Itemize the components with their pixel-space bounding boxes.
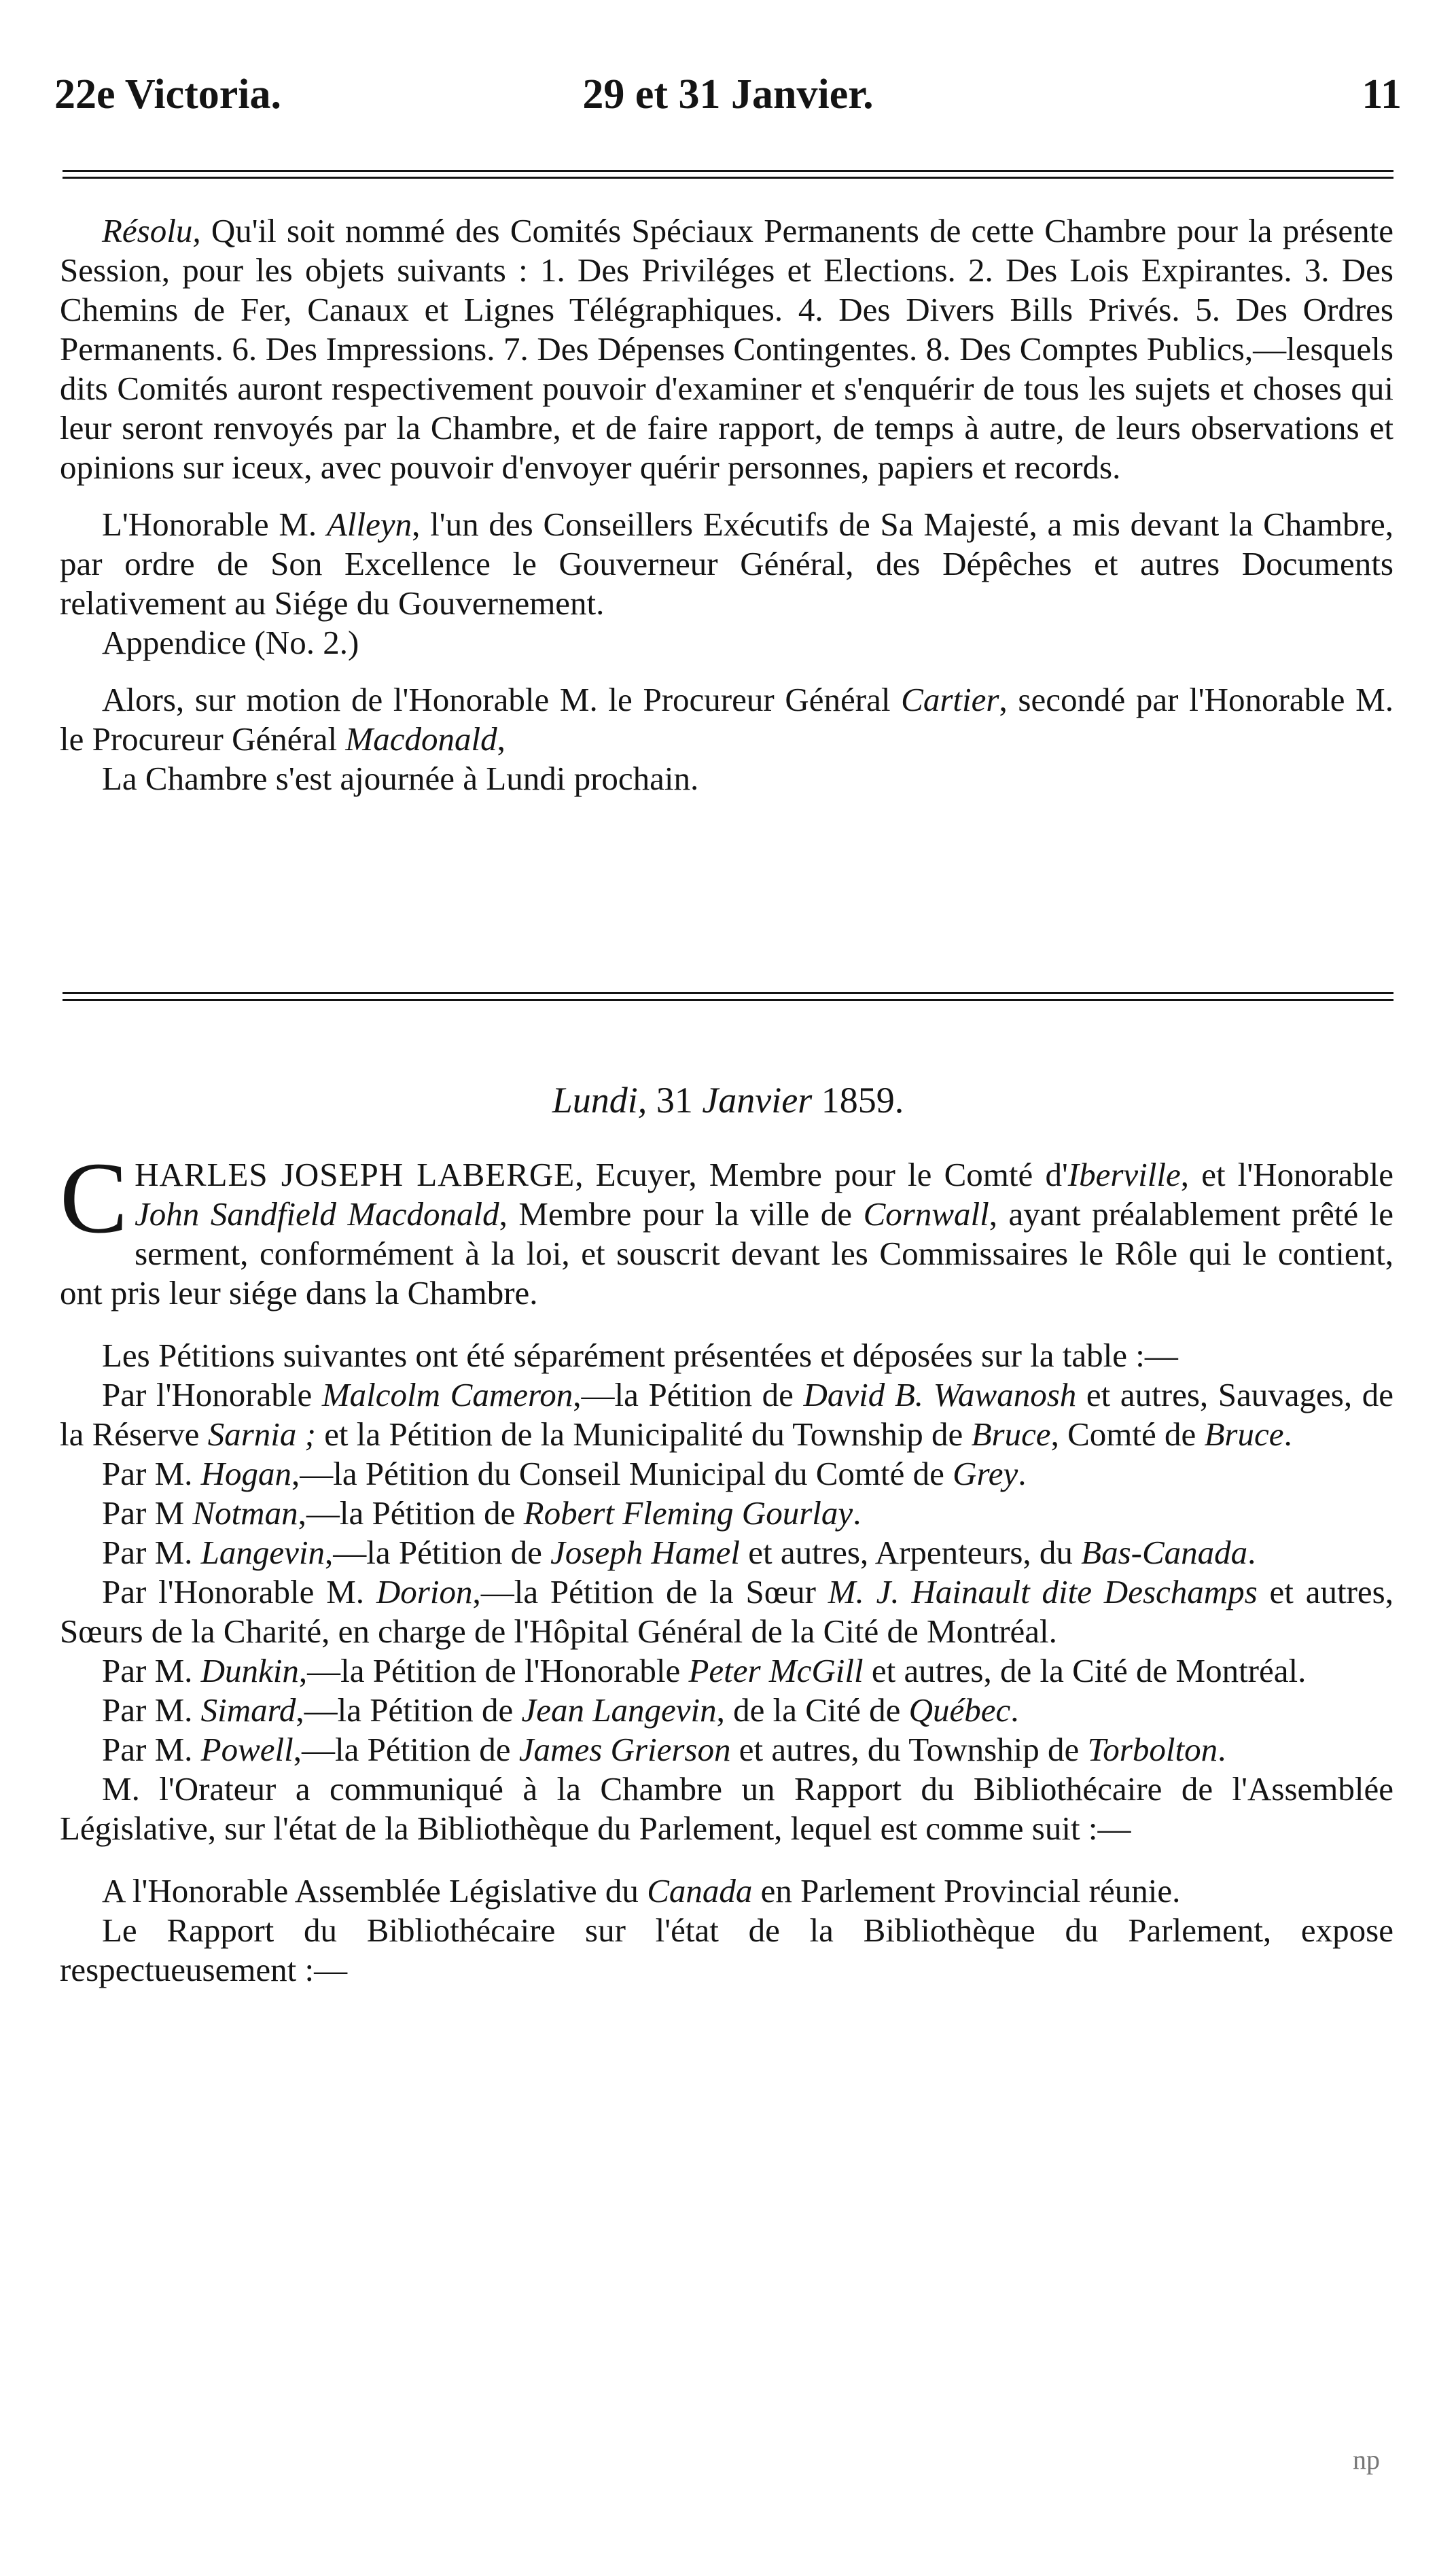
folio-mark: np [1353, 2444, 1380, 2475]
resolution-text: Qu'il soit nommé des Comités Spéciaux Permanents de cette Chambre pour la présente Session, pour les objets suivants : 1. Des Priviléges et Elections. 2. Des Lois Expirantes. 3. Des Chemins de Fer, Canaux et Lignes Télégraphiques. 4. Des Divers Bills Privés. 5. Des Ordres Permanents. 6. Des Impressions. 7. Des Dépenses Contingentes. 8. Des Comptes Publics,—lesquels dits Comités auront respectivement pouvoir d'examiner et s'enquérir de tous les sujets et choses qui leur seront renvoyés par la Chambre, et de faire rapport, de temps à autre, de leurs observations et opinions sur iceux, avec pouvoir d'envoyer quérir personnes, papiers et records. [60, 212, 1393, 486]
running-head [54, 71, 1402, 132]
header-rule [63, 170, 1393, 179]
appendix-reference: Appendice (No. 2.) [102, 624, 359, 661]
resolu-lead: Résolu, [102, 212, 201, 249]
date-heading: Lundi, 31 Janvier 1859. [552, 1080, 904, 1121]
petitions-list [60, 1375, 1393, 1770]
petition-entry: Par M. Powell,—la Pétition de James Grierson et autres, du Township de Torbolton. [102, 1731, 1226, 1768]
person-name: Macdonald [345, 720, 497, 758]
petition-entry: Par M. Hogan,—la Pétition du Conseil Municipal du Comté de Grey. [102, 1455, 1027, 1492]
drop-cap: C [60, 1142, 128, 1254]
petition-entry: Par M Notman,—la Pétition de Robert Fleming Gourlay. [102, 1494, 862, 1532]
running-head-dates: 29 et 31 Janvier. [582, 71, 874, 118]
address-line: A l'Honorable Assemblée Législative du Canada en Parlement Provincial réunie. [102, 1872, 1181, 1909]
alleyn-paragraph: L'Honorable M. Alleyn, l'un des Conseillers Exécutifs de Sa Majesté, a mis devant la Chambre, par ordre de Son Excellence le Gouverneur Général, des Dépêches et autres Documents relativement au Siége du Gouvernement. [60, 506, 1393, 622]
section-divider-rule [63, 992, 1393, 1001]
adjournment-line: La Chambre s'est ajournée à Lundi prochain. [102, 760, 699, 797]
person-name: Cartier [901, 681, 999, 718]
petition-entry: Par l'Honorable M. Dorion,—la Pétition de la Sœur M. J. Hainault dite Deschamps et autres, Sœurs de la Charité, en charge de l'Hôpital Général de la Cité de Montréal. [60, 1573, 1393, 1650]
report-opening: Le Rapport du Bibliothécaire sur l'état de la Bibliothèque du Parlement, expose respectueusement :— [60, 1912, 1393, 1988]
orateur-paragraph: M. l'Orateur a communiqué à la Chambre un Rapport du Bibliothécaire de l'Assemblée Législative, sur l'état de la Bibliothèque du Parlement, lequel est comme suit :— [60, 1770, 1393, 1847]
section-31-janvier [60, 1142, 1394, 1990]
section-29-janvier [60, 211, 1393, 798]
resolution-paragraph [60, 211, 1393, 487]
petition-entry: Par M. Langevin,—la Pétition de Joseph Hamel et autres, Arpenteurs, du Bas-Canada. [102, 1534, 1256, 1571]
page-number: 11 [1362, 71, 1402, 118]
person-name: Alleyn [326, 506, 412, 543]
members-sworn-paragraph: CHARLES JOSEPH LABERGE, Ecuyer, Membre pour le Comté d'Iberville, et l'Honorable John Sandfield Macdonald, Membre pour la ville de Cornwall, ayant préalablement prêté le serment, conformément à la loi, et souscrit devant les Commissaires le Rôle qui le contient, ont pris leur siége dans la Chambre. [60, 1142, 1394, 1311]
petition-entry: Par M. Dunkin,—la Pétition de l'Honorable Peter McGill et autres, de la Cité de Montréal. [102, 1652, 1307, 1689]
motion-paragraph: Alors, sur motion de l'Honorable M. le Procureur Général Cartier, secondé par l'Honorable M. le Procureur Général Macdonald, [60, 681, 1393, 758]
petition-entry: Par l'Honorable Malcolm Cameron,—la Pétition de David B. Wawanosh et autres, Sauvages, de la Réserve Sarnia ; et la Pétition de la Municipalité du Township de Bruce, Comté de Bruce. [60, 1376, 1393, 1453]
running-head-regnal-year: 22e Victoria. [54, 71, 282, 118]
petition-entry: Par M. Simard,—la Pétition de Jean Langevin, de la Cité de Québec. [102, 1691, 1019, 1729]
petitions-intro: Les Pétitions suivantes ont été séparément présentées et déposées sur la table :— [102, 1337, 1178, 1374]
